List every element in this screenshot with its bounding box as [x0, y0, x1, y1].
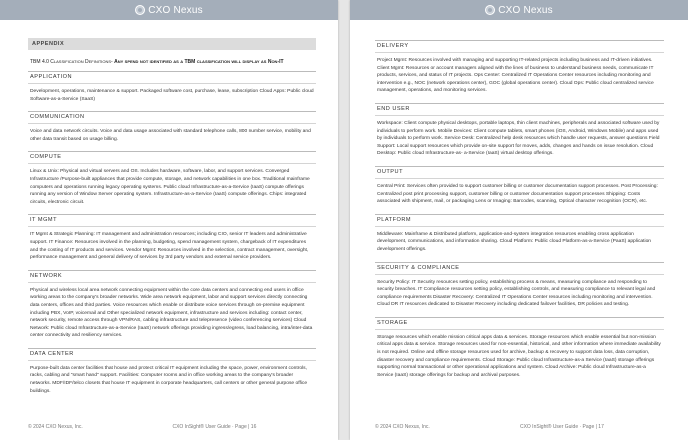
section-storage	[375, 317, 664, 382]
section-body: Purpose-built data center facilities that house and protect critical IT equipment including the space, power, environment controls, racks, cabling and "smart hand" support. Facilities: Computer rooms and in office working areas to the company's broader networks. MDF/IDF/telco closets that house IT equipment in corporate headquarters, call centers or other general purpose office buildings.	[30, 365, 308, 394]
section-title: COMMUNICATION	[28, 111, 316, 124]
section-body: IT Mgmt & Strategic Planning: IT management and administration resources; including CIO, senior IT leaders and administrative support. IT Finance: Resources involved in the planning, budgeting, spend management system, chargeback of IT expenditures and the costing of IT products and services. Vendor Mgmt: Resources involved in the selection, contract management, oversight, performance management and general delivery of services by 3rd party vendors and external service providers.	[30, 232, 309, 261]
logo-icon	[135, 5, 145, 15]
footer-page-number: CXO InSight® User Guide · Page | 17	[519, 424, 604, 430]
class-def-prefix: TBM 4.0 Classification Definitions-	[30, 59, 115, 65]
page-left	[0, 0, 338, 440]
section-data-center	[28, 348, 316, 397]
brand-logo	[135, 5, 203, 16]
section-body: Security Policy: IT Security resources setting policy, establishing process & means, measuring compliance and responding to security breaches. IT Compliance resources setting policy, establishing controls, and measuring compliance to relevant legal and compliance requirements Disaster Recovery: Centralized IT Operations Center resources including monitoring and intervention. Cloud DR IT resources dedicated to Disaster Recovery including dedicated failover facilities, DR policies and testing.	[377, 279, 656, 308]
page-footer	[28, 424, 316, 430]
section-communication	[28, 111, 316, 145]
class-def-note: Any spend not identified as a TBM classification will display as Non-IT	[114, 59, 284, 65]
section-body: Central Print: Services often provided to support customer billing or customer documentation support processes. Post Processing: Centralized post print processing support, customer billing or customer documentation support processes Shipping: Costs associated with shipment, mail, or packaging Lens or Imaging: Barcodes, scanning, Optical character recognition (OCR), etc.	[377, 183, 658, 205]
page-content	[28, 38, 316, 403]
section-compute	[28, 151, 316, 208]
section-title: PLATFORM	[375, 214, 664, 227]
section-body: Linux & Unix: Physical and virtual servers and OS. Includes hardware, software, labor, and support services. Converged Infrastructure /Purpose-built appliances that provide compute, storage, and network capabilities in one box. Traditional mainframe computers and operations running legacy operating systems. Public cloud Infrastructure-as-a-Service (IaaS) compute offerings running any version of Window Server operating system. Infrastructure-as-a-Service (IaaS) compute offerings. Chips: integrated circuits, electronic circuit.	[30, 169, 310, 205]
section-delivery	[375, 40, 664, 97]
section-title: SECURITY & COMPLIANCE	[375, 262, 664, 275]
footer-copyright: © 2024 CXO Nexus, Inc.	[28, 424, 83, 430]
header-banner	[350, 0, 688, 20]
appendix-heading: APPENDIX	[28, 38, 316, 50]
logo-icon	[485, 5, 495, 15]
section-title: APPLICATION	[28, 71, 316, 84]
section-output	[375, 166, 664, 208]
brand-name: CXO Nexus	[498, 4, 553, 16]
section-body: Storage resources which enable mission critical apps data & services. Storage resources which enable essential but non-mission critical apps data & service. Storage resources used for non-essential, historical, and other information where immediate availability is not required. Online and offline storage resources used for archive, backup & recovery to support data loss, data corruption, disaster recovery and compliance requirements. Cloud Storage: Public cloud Infrastructure-as-a Service (IaaS) storage offerings supporting normal transactional or other operational applications and system. Cloud Archive: Public cloud Infrastructure-as-a Service (IaaS) storage offerings for backup and archival purposes.	[377, 334, 661, 378]
section-title: DATA CENTER	[28, 348, 316, 361]
brand-logo	[485, 5, 553, 16]
section-body: Project Mgmt: Resources involved with managing and supporting IT-related projects including business and IT-driven initiatives. Client Mgmt: Resources or account managers aligned with the lines of business to understand business needs, communicate IT products, services, and status of IT projects. Ops Center: Centralized IT Operations Center resources including monitoring and intervention e.g., NOC (network operations center), GOC (global operations center). Cloud Ops: Public cloud centralized service management, operations, and monitoring services.	[377, 58, 654, 94]
section-security-compliance	[375, 262, 664, 311]
section-body: Physical and wireless local area network connecting equipment within the core data centers and connecting end users in office working areas to the company's broader networks. Wide area network equipment, labor and support services directly connecting data centers, offices and third parties. Voice resources which enable or distribute voice services through on-premise equipment including PBX, VoIP, voicemail and Other specialized network equipment, infrastructure and services including: contact center, network security, remote access through VPN/RAS, cabling infrastructure and telepresence (video conferencing services) Cloud Network: Public cloud Infrastructure-as-a-Service (IaaS) network offerings providing ingress/egress, load balancing, intra/inter-data center connectivity and resiliency services.	[30, 287, 313, 339]
section-title: DELIVERY	[375, 40, 664, 53]
section-platform	[375, 214, 664, 256]
page-right	[350, 0, 688, 440]
section-title: IT MGMT	[28, 214, 316, 227]
classification-definitions	[28, 50, 316, 71]
section-network	[28, 270, 316, 342]
section-title: OUTPUT	[375, 166, 664, 179]
section-title: COMPUTE	[28, 151, 316, 164]
footer-page-number: CXO InSight® User Guide · Page | 16	[172, 424, 257, 430]
section-body: Workspace: Client compute physical desktops, portable laptops, thin client machines, peripherals and associated software used by individuals to perform work. Mobile Devices: Client compute tablets, smart phones (iOS, Android, Windows Mobile) and apps used by individuals to perform work. Service Desk: Centralized help desk resources which handle user requests, answer questions Field Support: Local support resources which provide on-site support for moves, adds, changes and hands on issue resolution. Cloud Desktop: Public cloud Infrastructure-as- a-Service (IaaS) virtual desktop offerings.	[377, 120, 660, 157]
section-it-mgmt	[28, 214, 316, 263]
section-end-user	[375, 103, 664, 160]
section-body: Middleware: Mainframe & Distributed platform, application-and-system integration resources enabling cross application development, communications, and information sharing. Cloud Platform: Public cloud Platform-as-a-Service (PaaS) application development offerings.	[377, 231, 652, 252]
page-content	[375, 40, 664, 387]
section-body: Voice and data network circuits. Voice and data usage associated with standard telephone calls, 800 number service, mobility and other data transit based on usage billing.	[30, 129, 311, 142]
header-banner	[0, 0, 338, 20]
section-title: NETWORK	[28, 270, 316, 283]
section-title: STORAGE	[375, 317, 664, 330]
section-title: END USER	[375, 103, 664, 116]
section-body: Development, operations, maintenance & support. Packaged software cost, purchase, lease, subscription Cloud Apps: Public cloud Software-as-a-Service (SaaS)	[30, 89, 314, 102]
brand-name: CXO Nexus	[148, 4, 203, 16]
footer-copyright: © 2024 CXO Nexus, Inc.	[375, 424, 430, 430]
section-application	[28, 71, 316, 105]
page-footer	[375, 424, 664, 430]
